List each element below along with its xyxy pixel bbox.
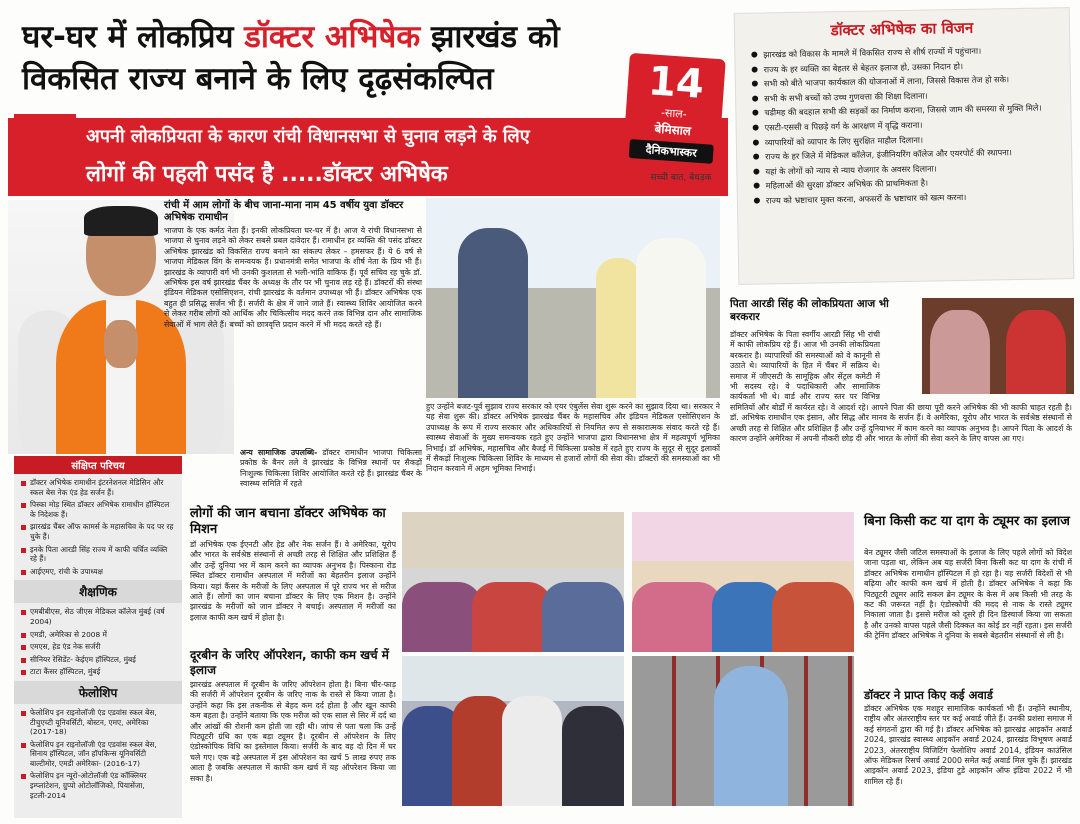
brief-title: संक्षिप्त परिचय — [14, 456, 182, 474]
list-item: झारखंड चैंबर ऑफ कामर्स के महासचिव के पद पर रह चुके हैं। — [30, 522, 174, 541]
list-item: राज्य को भ्रष्टाचार मुक्त करना, अफसरों के भ्रष्टाचार को खत्म करना। — [766, 190, 1060, 206]
middle-body: हुए उन्होंने बजट-पूर्व सुझाव राज्य सरकार को एयर एंबुलेंस सेवा शुरू करने का सुझाव दिया था। सरकार ने यह सेवा शुरू की। डॉक्टर अभिषेक झारखंड चैंबर के महासचिव और इंडियन मेडिकल एसोसिएशन के उपाध्यक्ष के रूप में राज्य सरकार और अधिकारियों से नियमित रूप से सकारात्मक संवाद करते रहे हैं। स्वास्थ्य सेवाओं के मुख्य समन्वयक रहते हुए उन्होंने भाजपा द्वारा विधानसभा क्षेत्र में महत्वपूर्ण भूमिका निभाई। डॉ अभिषेक, महासचिव और बैजई में चिकित्सा प्रकोष्ठ में रहते हुए राज्य के सुदूर से सुदूर इलाकों में सैकड़ों निःशुल्क चिकित्सा शिविर के माध्यम से हजारों लोगों की सेवा की। डॉक्टरों की समस्याओं का भी निदान करवाने में अहम भूमिका निभाई। — [426, 402, 720, 474]
fellowship-title: फेलोशिप — [14, 681, 182, 704]
mission-heading: लोगों की जान बचाना डॉक्टर अभिषेक का मिशन — [190, 506, 386, 537]
award-photo — [632, 656, 854, 806]
list-item: टाटा कैंसर हॉस्पिटल, मुंबई — [30, 667, 174, 677]
list-item: राज्य के हर जिले में मेडिकल कॉलेज, इंजीनियरिंग कॉलेज और एयरपोर्ट की स्थापना। — [765, 146, 1059, 162]
list-item: फेलोशिप इन न्यूरो-ओटोलॉजी एंड कॉक्लियर इम्प्लांटेशन, ग्रुप्पो ओटोलॉजिको, पियासेंजा, इटली-2014 — [30, 771, 174, 800]
list-item: एमडी, अमेरिका से 2008 में — [30, 630, 174, 640]
other-social-lead: अन्य सामाजिक उपलब्धि- — [240, 448, 318, 457]
strip-line2: लोगों की पहली पसंद है .....डॉक्टर अभिषेक — [86, 162, 448, 187]
list-item: व्यापारियों को व्यापार के लिए सुरक्षित माहौल दिलाना। — [765, 132, 1059, 148]
headline-line1: घर-घर में लोकप्रिय डॉक्टर अभिषेक झारखंड को — [22, 19, 560, 55]
tumor-heading: बिना किसी कट या दाग के ट्यूमर का इलाज — [864, 514, 1070, 529]
list-item: आईएमए, रांची के उपाध्यक्ष — [30, 567, 174, 577]
education-list — [30, 607, 174, 677]
awards-body: डॉक्टर अभिषेक एक मशहूर सामाजिक कार्यकर्ता भी हैं। उन्होंने स्थानीय, राष्ट्रीय और अंतरराष्ट्रीय स्तर पर कई अवार्ड जीते हैं। उनकी प्रशंसा समाज में कई संगठनों द्वारा की गई है। डॉक्टर अभिषेक को झारखंड आइकॉन अवार्ड 2024, झारखंड स्वास्थ्य आइकॉन अवार्ड 2024, झारखंड विभूषण अवार्ड 2023, अंतरराष्ट्रीय विजिटिंग फेलोशिप अवार्ड 2014, इंडियन काउंसिल ऑफ मेडिकल रिसर्च अवार्ड 2000 समेत कई अवार्ड मिल चुके हैं। झारखंड आइकॉन अवार्ड 2023, इंडिया टुडे आइकॉन ऑफ इंडिया 2022 में भी शामिल रहे हैं। — [864, 704, 1072, 786]
list-item: इनके पिता आरडी सिंह राज्य में काफी चर्चित व्यक्ति रहे हैं। — [30, 545, 174, 564]
health-camp-photo-2 — [632, 512, 854, 652]
awards-heading: डॉक्टर ने प्राप्त किए कई अवार्ड — [864, 688, 993, 702]
vision-title: डॉक्टर अभिषेक का विजन — [830, 18, 974, 40]
anniversary-badge — [622, 53, 726, 171]
headline-name: डॉक्टर अभिषेक — [244, 19, 421, 55]
tagline-strip — [8, 118, 728, 196]
badge-bemisal: बेमिसाल — [654, 121, 692, 139]
badge-brand: दैनिकभास्कर — [629, 139, 714, 164]
main-headline — [22, 16, 702, 100]
list-item: चडीमह की बदहाल सभी की सड़कों का निर्माण कराना, जिससे जाम की समस्या से मुक्ति मिले। — [764, 103, 1058, 119]
brief-list — [30, 478, 174, 576]
father-heading: पिता आरडी सिंह की लोकप्रियता आज भी बरकरार — [730, 298, 889, 323]
list-item: यहां के लोगों को न्याय से न्याय रोजगार के अवसर दिलाना। — [765, 161, 1059, 177]
list-item: एमबीबीएस, सेठ जीएस मेडिकल कॉलेज मुंबई (वर्ष 2004) — [30, 607, 174, 626]
education-title: शैक्षणिक — [14, 580, 182, 603]
tumor-body: बेन ट्यूमर जैसी जटिल समस्याओं के इलाज के लिए पहले लोगों को विदेश जाना पड़ता था, लेकिन अब यह सर्जरी बिना किसी कट या दाग के रांची में डॉक्टर अभिषेक रामाधीन हॉस्पिटल में हो रहा है। यह सर्जरी विदेशों से भी बढ़िया और काफी कम खर्च में होती है। डॉक्टर अभिषेक ने कहा कि पिट्यूटरी ट्यूमर आदि सकल ब्रेन ट्यूमर के केस में अब किसी भी तरह के कट की जरूरत नहीं है। एंडोस्कोपी की मदद से नाक के रास्ते ट्यूमर निकाला जाता है। इससे मरीज को दूसरे ही दिन डिस्चार्ज किया जा सकता है और उनको वापस पहले जैसी दिक्कत का कोई डर नहीं रहता। इस सर्जरी की ट्रेनिंग डॉक्टर अभिषेक ने दुनिया के सबसे बेहतरीन संस्थानों से ली है। — [864, 548, 1072, 641]
list-item: फेलोशिप इन राइनोलॉजी एंड एडवांस स्कल बेस, टीचुएच्टी यूनिवर्सिटी, बोस्टन, एमए, अमेरिका (2017-18) — [30, 708, 174, 737]
list-item: सीनियर रेसिडेंट- केईएम हॉस्पिटल, मुंबई — [30, 655, 174, 665]
mission-body: डॉ अभिषेक एक ईएनटी और हेड और नेक सर्जन हैं। वे अमेरिका, यूरोप और भारत के सर्वश्रेष्ठ संस्थानों से अच्छी तरह से शिक्षित और प्रशिक्षित हैं और उन्हें दुनिया भर में काम करने का व्यापक अनुभव है। पिस्काना रोड स्थित डॉक्टर रामाधीन अस्पताल में मरीजों का बेहतरीन इलाज उन्होंने किया। यहां कैंसर के मरीजों के लिए अस्पताल में पूरे राज्य भर से मरीज आते हैं। लोगों का जान बचाना डॉक्टर के लिए एक मिशन है। उन्होंने झारखंड के मरीजों को जान डॉक्टर ने बचाई। अस्पताल में मरीजों का इलाज काफी कम खर्च में होता है। — [190, 540, 396, 622]
headline-line2: विकसित राज्य बनाने के लिए दृढ़संकल्पित — [22, 61, 494, 97]
endoscopy-body: झारखंड अस्पताल में दूरबीन के जरिए ऑपरेशन होता है। बिना चीर-फाड़ की सर्जरी में ऑपरेशन दूरबीन के जरिए नाक के रास्ते से किया जाता है। उन्होंने कहा कि इस तकनीक से बेहद कम दर्द होता है और खून काफी कम बहता है। उन्होंने बताया कि एक मरीज को एक साल से सिर में दर्द था और आंखों की रोशनी कम होती जा रही थी। जांच से पता चला कि उन्हें पिट्यूटरी ग्रंथि का एक बड़ा ट्यूमर है। दूरबीन से ऑपरेशन के लिए एंडोस्कोपिक विधि का इस्तेमाल किया। सर्जरी के बाद वह दो दिन में घर चले गए। एक बड़े अस्पताल में इस ऑपरेशन का खर्च 5 लाख रुपए तक आता है जबकि अस्पताल में काफी कम खर्च में यह ऑपरेशन किया जा सका है। — [190, 680, 396, 783]
list-item: डॉक्टर अभिषेक रामाधीन इंटरनेशनल मेडिसिन और स्कल बेस नेक एंड हेड सर्जन हैं। — [30, 478, 174, 497]
vision-box — [734, 7, 1075, 285]
vision-list — [763, 44, 1060, 206]
badge-number: 14 — [646, 58, 706, 108]
list-item: पिस्का मोड़ स्थित डॉक्टर अभिषेक रामाधीन हॉस्पिटल के निदेशक हैं। — [30, 500, 174, 519]
list-item: एमएस, हेड एंड नेक सर्जरी — [30, 642, 174, 652]
list-item: महिलाओं की सुरक्षा डॉक्टर अभिषेक की प्राथमिकता है। — [766, 176, 1060, 192]
intro-heading: रांची में आम लोगों के बीच जाना-माना नाम 45 वर्षीय युवा डॉक्टर अभिषेक रामाधीन — [164, 200, 404, 223]
father-body: डॉक्टर अभिषेक के पिता स्वर्गीय आरडी सिंह भी रांची में काफी लोकप्रिय रहे हैं। आज भी उनकी लोकप्रियता बरकरार है। व्यापारियों की समस्याओं को वे कानूनी से उठाते थे। व्यापारियों के हित में चैंबर में सक्रिय थे। समाज में जीएसटी के सामूहिक और सेंट्रल कमेटी में भी सदस्य रहे। वे पदाधिकारी और सामाजिक कार्यकर्ता भी थे। वार्ड और राज्य स्तर पर विभिन्न समितियों और बोर्डों में कार्यरत रहे। वे आदर्श रहे। आपने पिता की छाया पूरी करने अभिषेक की भी काफी चाहत रहती है। डॉ. अभिषेक रामाधीन एक इंसान, और सिद्ध और मानव के सर्जन हैं। वे अमेरिका, यूरोप और भारत के सर्वश्रेष्ठ संस्थानों से अच्छी तरह से शिक्षित और प्रशिक्षित हैं और उन्हें दुनियाभर में काम करने का व्यापक अनुभव है। आपने पिता के आदर्श के कारण उन्होंने अमेरिका में अपनी नौकरी छोड़ दी और भारत के लोगों की सेवा करने के लिए वापस आ गए। — [730, 330, 1072, 444]
list-item: सभी के सभी बच्चों को उच्च गुणवत्ता की शिक्षा दिलाना। — [764, 88, 1058, 104]
meeting-photo — [426, 198, 720, 398]
health-camp-photo-1 — [402, 512, 624, 652]
list-item: सभी को बीते भाजपा कार्यकाल की योजनाओं में लाना, जिससे विकास तेज हो सके। — [764, 73, 1058, 89]
strip-line1: अपनी लोकप्रियता के कारण रांची विधानसभा से चुनाव लड़ने के लिए — [86, 126, 530, 147]
list-item: राज्य के हर व्यक्ति का बेहतर से बेहतर इलाज हो, उसका निदान हो। — [764, 59, 1058, 75]
endoscopy-heading: दूरबीन के जरिए ऑपरेशन, काफी कम खर्च में इलाज — [190, 648, 389, 677]
badge-tagline: सच्ची बात, बेधड़क — [650, 173, 712, 183]
list-item: झारखंड को विकास के मामले में विकसित राज्य से शीर्ष राज्यों में पहुंचाना। — [763, 44, 1057, 60]
profile-box — [14, 456, 182, 818]
list-item: फेलोशिप इन राइनोलॉजी एंड एडवांस स्कल बेस, सिनाय हॉस्पिटल, जॉन हॉपकिन्स यूनिवर्सिटी बाल्टीमोर, एमडी अमेरिका- (2016-17) — [30, 740, 174, 769]
badge-saal: -साल- — [660, 106, 688, 121]
other-social-body: डॉक्टर रामाधीन भाजपा चिकित्सा प्रकोष्ठ के बैनर तले वे झारखंड के विभिन्न स्थानों पर सैकड़ों निःशुल्क चिकित्सा शिविर आयोजित करते रहे हैं। झारखंड चैंबर के स्वास्थ्य समिति में रहते — [240, 448, 422, 489]
fellowship-list — [30, 708, 174, 800]
inauguration-photo — [402, 656, 624, 806]
intro-body: भाजपा के एक कर्मठ नेता हैं। इनकी लोकप्रियता घर-घर में है। आज ये रांची विधानसभा से भाजपा से चुनाव लड़ने को लेकर सबसे प्रबल दावेदार हैं। रामाधीन हर व्यक्ति की पसंद डॉक्टर अभिषेक झारखंड को विकसित राज्य बनाने का संकल्प लेकर – हमसफर हैं। ये 6 वर्ष से भाजपा मेडिकल विंग के समन्वयक हैं। प्रधानमंत्री समेत भाजपा के शीर्ष नेता के प्रिय भी हैं। झारखंड के व्यापारी वर्ग भी उनकी कुशलता से भली-भांति वाकिफ हैं। पूर्व सचिव रह चुके डॉ. अभिषेक इस वर्ष झारखंड चैंबर के अध्यक्ष के तौर पर भी चुनाव लड़ रहे हैं। डॉक्टरों की संस्था इंडियन मेडिकल एसोसिएशन, रांची झारखंड के वर्तमान उपाध्यक्ष भी हैं। डॉक्टर अभिषेक एक बहुत ही प्रसिद्ध सर्जन भी हैं। सर्जरी के क्षेत्र में जाने जाते हैं। स्वास्थ्य शिविर आयोजित करने से लेकर गरीब लोगों को आर्थिक और चिकित्सीय मदद करने तक विभिन्न दान और सामाजिक सेवाओं में भाग लेते हैं। बच्चों को छात्रवृत्ति प्रदान करने में भी मदद करते रहे हैं। — [164, 226, 422, 329]
list-item: एसटी-एससी व पिछड़े वर्ग के आरक्षण में वृद्धि कराना। — [765, 117, 1059, 133]
